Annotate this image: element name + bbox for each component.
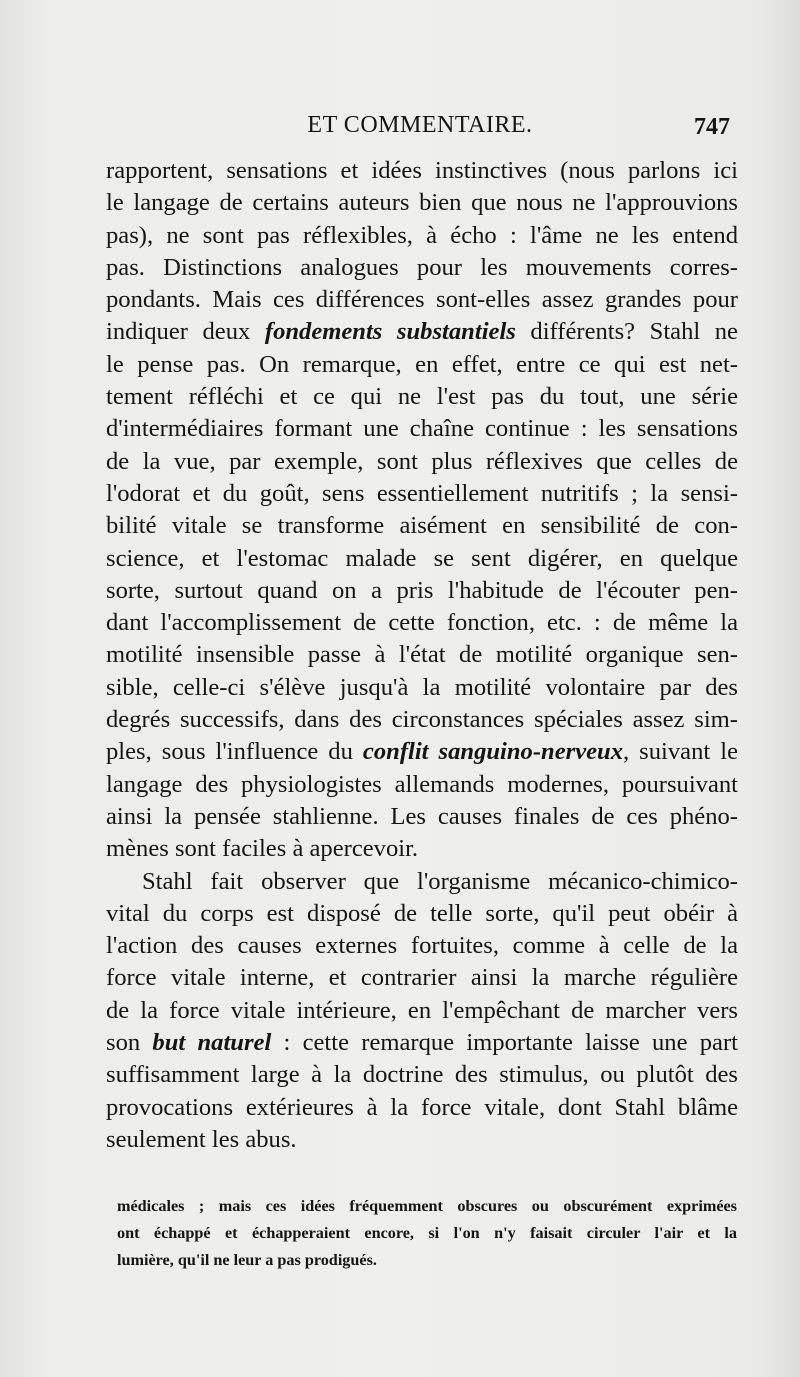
italic-term: fondements substantiels [264,318,516,346]
page-number: 747 [694,114,730,140]
text-line: motilité insensible passe à l'état de motilité organique sen- [106,641,738,669]
text-line: langage des physiologistes allemands modernes, poursuivant [106,770,738,798]
running-head: ET COMMENTAIRE. [307,112,533,138]
text-line: de la force vitale intérieure, en l'empêchant de marcher vers [106,996,738,1024]
text-line: ainsi la pensée stahlienne. Les causes finales de ces phéno- [106,802,738,830]
text-line: pas. Distinctions analogues pour les mouvements corres- [106,253,738,281]
text-line: sorte, surtout quand on a pris l'habitude de l'écouter pen- [106,576,738,604]
text-line: de la vue, par exemple, sont plus réflexives que celles de [106,447,738,475]
text-segment: ples, sous l'influence du [106,738,363,766]
text-line: le langage de certains auteurs bien que nous ne l'approuvions [106,189,738,217]
text-line [106,316,738,348]
text-line: rapportent, sensations et idées instinctives (nous parlons ici [106,157,738,184]
text-segment: différents? Stahl ne [515,318,738,346]
text-segment: indiquer deux [106,318,265,346]
text-line: le pense pas. On remarque, en effet, entre ce qui est net- [106,350,738,378]
text-line: science, et l'estomac malade se sent digérer, en quelque [106,544,738,572]
text-line: pondants. Mais ces différences sont-elles assez grandes pour [106,286,738,314]
text-line: d'intermédiaires formant une chaîne continue : les sensations [106,415,738,443]
footnote-line: lumière, qu'il ne leur a pas prodigués. [117,1251,377,1269]
text-line: tement réfléchi et ce qui ne l'est pas du tout, une série [106,383,738,411]
text-line: dant l'accomplissement de cette fonction, etc. : de même la [106,609,738,637]
footnote-line: ont échappé et échapperaient encore, si l'on n'y faisait circuler l'air et la [117,1224,737,1242]
text-segment: , suivant le [623,738,738,766]
footnote [117,1193,737,1274]
text-segment: : cette remarque importante laisse une part [271,1029,738,1057]
text-line: l'action des causes externes fortuites, comme à celle de la [106,932,738,960]
text-line: pas), ne sont pas réflexibles, à écho : l'âme ne les entend [106,221,738,249]
italic-term: conflit sanguino-nerveux [362,738,624,766]
text-line: l'odorat et du goût, sens essentiellement nutritifs ; la sensi- [106,479,738,507]
text-line [106,736,738,768]
text-line: seulement les abus. [106,1125,297,1153]
body-text [106,155,738,1156]
text-line: force vitale interne, et contrarier ainsi la marche régulière [106,964,738,992]
text-line: vital du corps est disposé de telle sorte, qu'il peut obéir à [106,899,738,927]
page-header [100,112,740,152]
text-line [106,1027,738,1059]
text-line: provocations extérieures à la force vitale, dont Stahl blâme [106,1093,738,1121]
text-line: suffisamment large à la doctrine des stimulus, ou plutôt des [106,1061,738,1089]
footnote-line: médicales ; mais ces idées fréquemment obscures ou obscurément exprimées [117,1197,737,1215]
text-line: mènes sont faciles à apercevoir. [106,835,419,863]
text-segment: son [106,1029,153,1057]
paragraph-start-line: Stahl fait observer que l'organisme mécanico-chimico- [142,867,738,895]
text-line: degrés successifs, dans des circonstances spéciales assez sim- [106,706,738,734]
text-line: sible, celle-ci s'élève jusqu'à la motilité volontaire par des [106,673,738,701]
italic-term: but naturel [152,1029,272,1057]
text-line: bilité vitale se transforme aisément en sensibilité de con- [106,512,738,540]
